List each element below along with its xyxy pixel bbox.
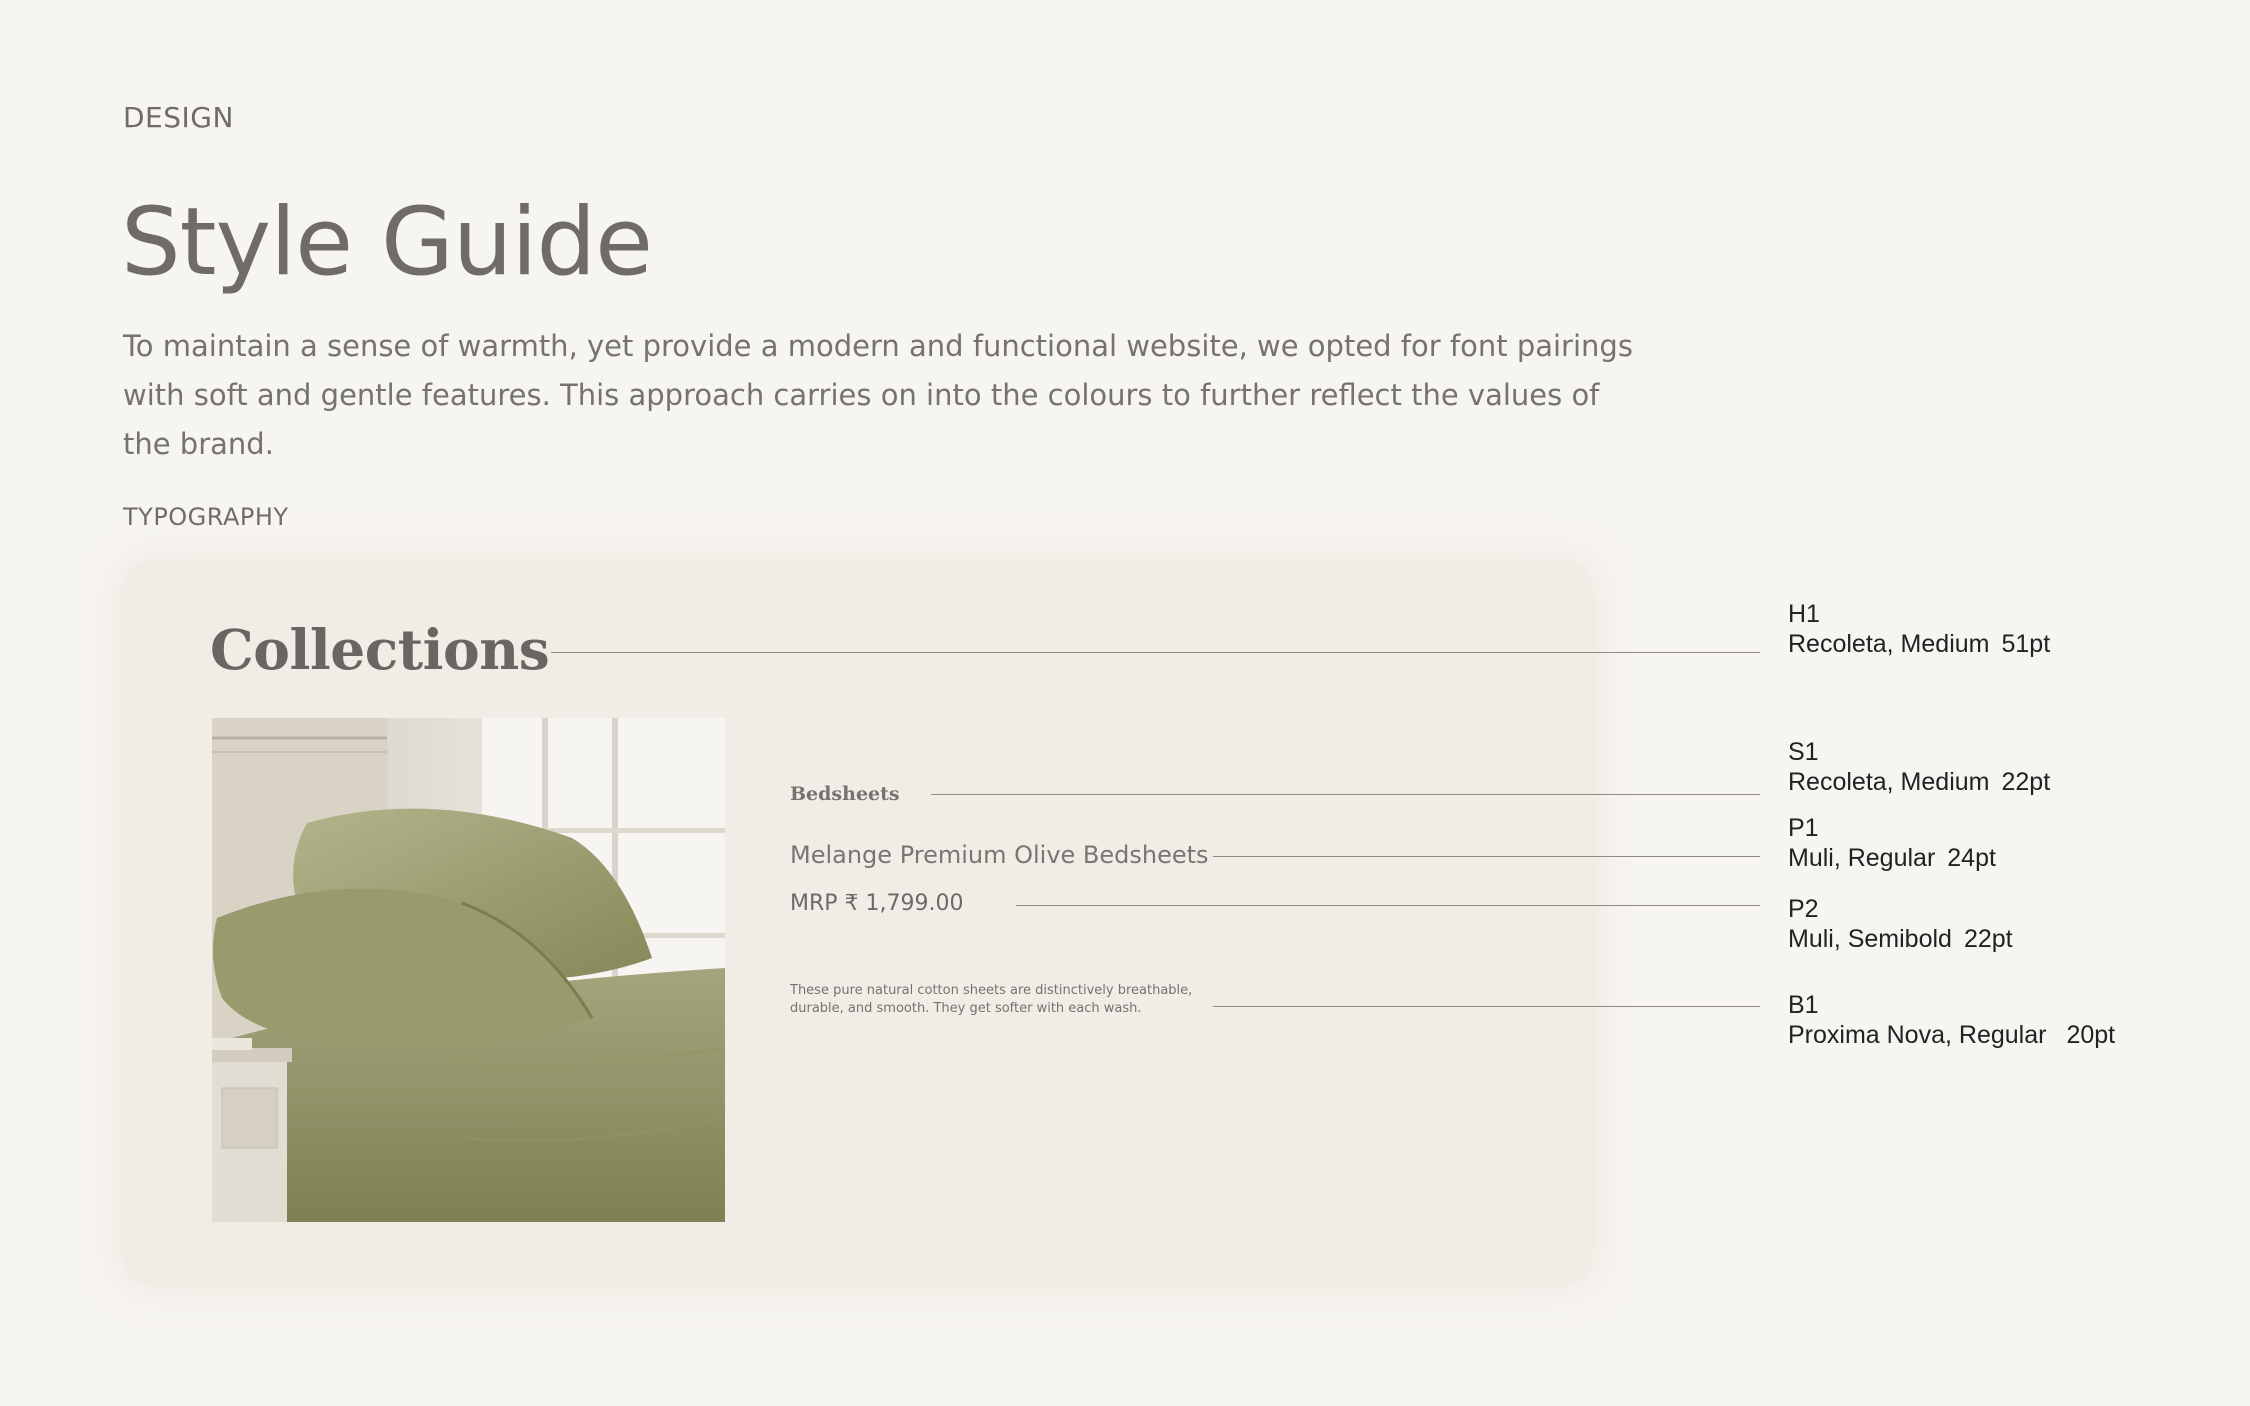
typography-label: TYPOGRAPHY: [123, 503, 289, 531]
bedsheet-photo: [212, 718, 725, 1222]
spec-size: 51pt: [2001, 630, 2051, 658]
sample-category: Bedsheets: [790, 783, 900, 805]
spec-b1: [1788, 990, 2115, 1050]
spec-p1: [1788, 813, 1996, 873]
sample-description: [790, 982, 1220, 1018]
spec-size: 24pt: [1947, 844, 1996, 872]
spec-font: Recoleta, Medium 51pt: [1788, 630, 2051, 658]
sample-description-line: durable, and smooth. They get softer with each wash.: [790, 1001, 1142, 1016]
spec-font: Muli, Semibold 22pt: [1788, 925, 2013, 953]
page-title: Style Guide: [121, 188, 653, 297]
spec-code: P1: [1788, 814, 1819, 842]
spec-font: Recoleta, Medium 22pt: [1788, 768, 2051, 796]
section-eyebrow: DESIGN: [123, 101, 234, 134]
intro-paragraph: To maintain a sense of warmth, yet provide a modern and functional website, we opted for font pairings with soft and gentle features. This approach carries on into the colours to further reflect the values of the brand.: [123, 329, 1633, 461]
sample-heading: Collections: [210, 617, 550, 682]
spec-font: Proxima Nova, Regular 20pt: [1788, 1021, 2116, 1049]
spec-code: P2: [1788, 895, 1819, 923]
product-image: [212, 718, 725, 1222]
sample-description-line: These pure natural cotton sheets are distinctively breathable,: [790, 983, 1193, 998]
spec-font: Muli, Regular 24pt: [1788, 844, 1996, 872]
spec-code: H1: [1788, 600, 1820, 628]
spec-code: B1: [1788, 991, 1819, 1019]
spec-size: 22pt: [1963, 925, 2013, 953]
spec-size: 22pt: [2001, 768, 2051, 796]
leader-line-s1: [931, 794, 1760, 795]
sample-product-name: Melange Premium Olive Bedsheets: [790, 841, 1209, 869]
sample-price: MRP ₹ 1,799.00: [790, 891, 964, 916]
leader-line-p2: [1016, 905, 1760, 906]
spec-s1: [1788, 737, 2050, 797]
spec-p2: [1788, 894, 2013, 954]
leader-line-b1: [1213, 1006, 1760, 1007]
leader-line-h1: [551, 652, 1760, 653]
spec-size: 20pt: [2066, 1021, 2116, 1049]
spec-h1: [1788, 599, 2050, 659]
spec-code: S1: [1788, 738, 1819, 766]
leader-line-p1: [1213, 856, 1760, 857]
